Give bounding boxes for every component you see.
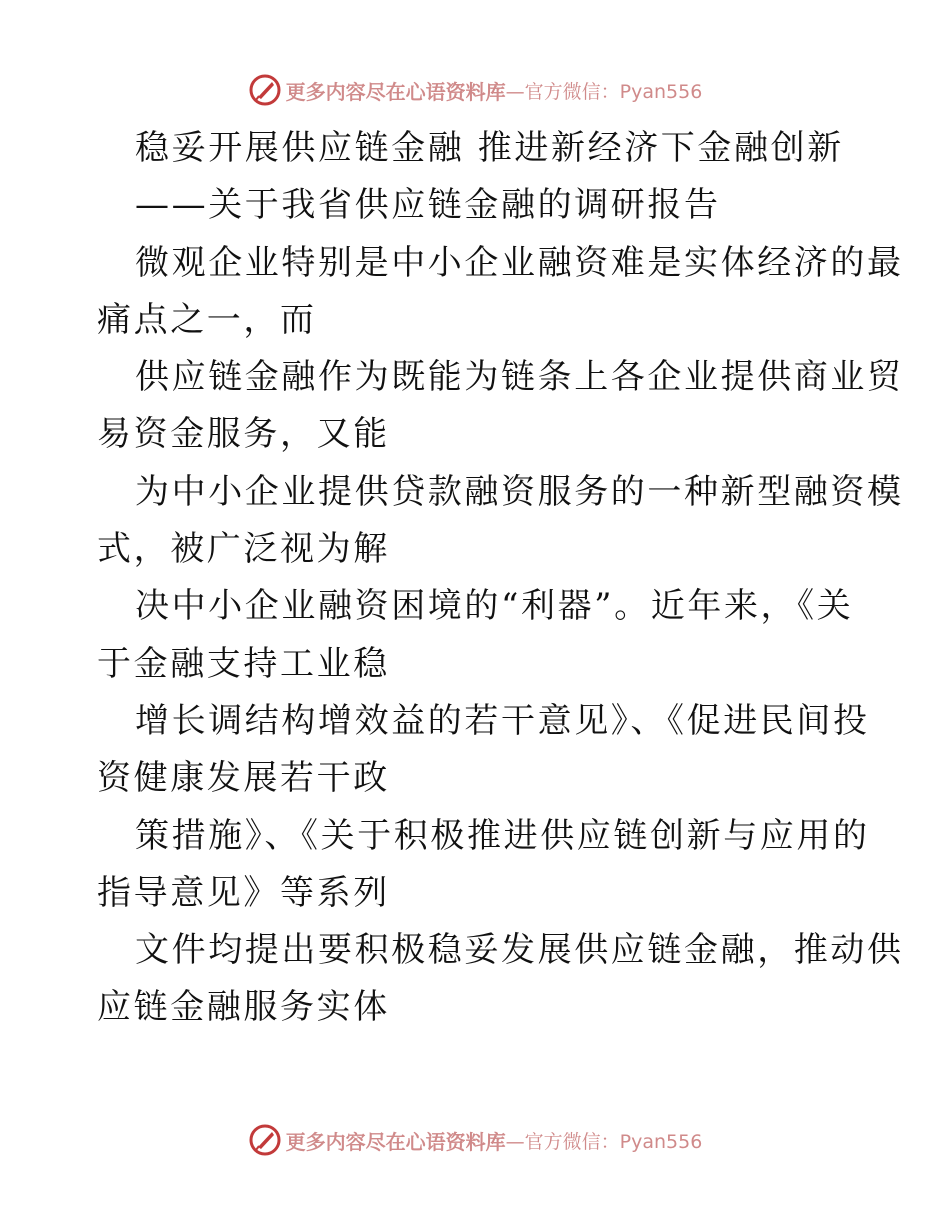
text-line: 指导意见》等系列 [97, 872, 390, 913]
text-line: 痛点之一，而 [97, 299, 317, 340]
text-line: 易资金服务，又能 [97, 414, 390, 455]
title-line: 稳妥开展供应链金融 推进新经济下金融创新 [135, 128, 844, 168]
watermark-main-text: 更多内容尽在心语资料库 [285, 1129, 506, 1154]
watermark-main-text: 更多内容尽在心语资料库 [285, 79, 506, 104]
quill-logo-icon [248, 73, 282, 107]
text-line: 决中小企业融资困境的“利器”。近年来，《关 [135, 586, 854, 627]
text-line: 为中小企业提供贷款融资服务的一种新型融资模 [135, 471, 904, 512]
text-line: 增长调结构增效益的若干意见》、《促进民间投 [135, 700, 870, 741]
text-line: 式，被广泛视为解 [97, 529, 390, 570]
watermark-sub-text: —官方微信：Pyan556 [505, 80, 703, 103]
document-body [97, 120, 904, 1037]
text-line: 于金融支持工业稳 [97, 643, 390, 684]
text-line: 微观企业特别是中小企业融资难是实体经济的最 [135, 242, 904, 283]
watermark-sub-text: —官方微信：Pyan556 [505, 1130, 703, 1153]
subtitle-line: ——关于我省供应链金融的调研报告 [135, 185, 721, 226]
quill-logo-icon [248, 1123, 282, 1157]
text-line: 供应链金融作为既能为链条上各企业提供商业贸 [135, 357, 904, 398]
text-line: 文件均提出要积极稳妥发展供应链金融，推动供 [135, 930, 904, 971]
header-watermark [0, 70, 950, 110]
text-line: 策措施》、《关于积极推进供应链创新与应用的 [135, 815, 870, 856]
footer-watermark [0, 1120, 950, 1160]
text-line: 应链金融服务实体 [97, 987, 390, 1028]
text-line: 资健康发展若干政 [97, 758, 390, 799]
